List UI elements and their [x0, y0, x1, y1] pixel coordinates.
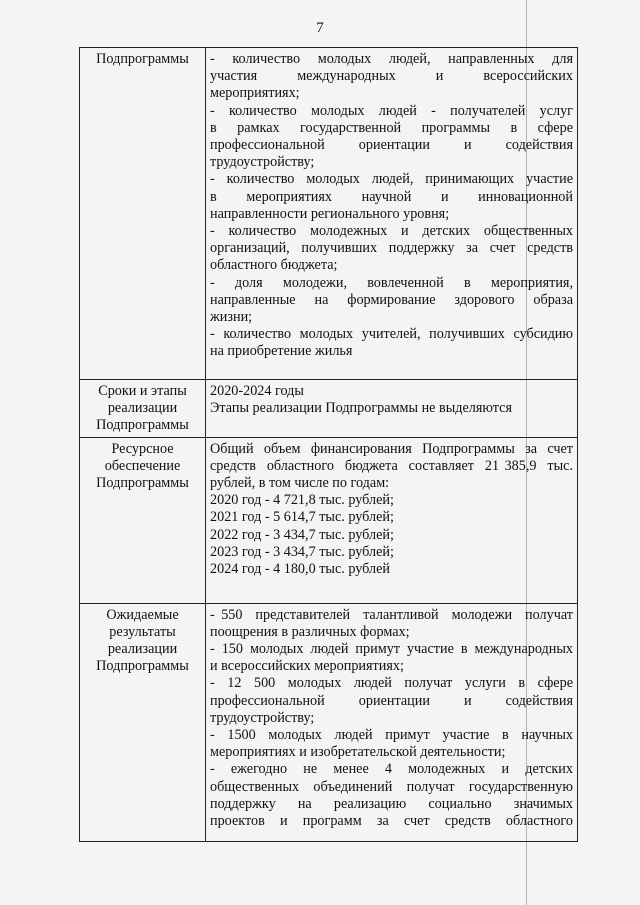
- row-expected-results: [80, 603, 578, 841]
- row-label-line: Подпрограммы: [96, 475, 189, 492]
- row-label-line: Ресурсное: [111, 440, 174, 457]
- content-line: мероприятиях;: [210, 85, 300, 102]
- content-line: - 1500 молодых людей примут участие в научных: [210, 727, 573, 744]
- content-line: проектов и программ за счет средств областного: [210, 813, 573, 830]
- content-line: участия международных и всероссийских: [210, 68, 573, 85]
- row-label-line: Сроки и этапы: [98, 383, 187, 399]
- content-line: областного бюджета;: [210, 257, 338, 274]
- content-line: - 550 представителей талантливой молодежи получат: [210, 606, 573, 623]
- row-content-cell: [206, 48, 578, 380]
- content-line: 2020 год - 4 721,8 тыс. рублей;: [210, 492, 394, 509]
- content-line: Этапы реализации Подпрограммы не выделяются: [210, 400, 512, 417]
- content-line: - количество молодых людей, принимающих участие: [210, 171, 573, 188]
- content-line: - количество молодых учителей, получивших субсидию: [210, 326, 573, 343]
- row-label-line: результаты: [109, 623, 176, 640]
- row-label-line: Подпрограммы: [96, 51, 189, 67]
- row-resource-provision: [80, 437, 578, 603]
- content-line: в мероприятиях научной и инновационной: [210, 188, 573, 205]
- content-line: средств областного бюджета составляет 21 385,9 тыс.: [210, 457, 573, 474]
- row-label-line: Ожидаемые: [106, 606, 179, 623]
- row-label-line: реализации: [107, 400, 178, 417]
- content-line: 2024 год - 4 180,0 тыс. рублей: [210, 561, 390, 578]
- content-line: Общий объем финансирования Подпрограммы за счет: [210, 440, 573, 457]
- content-line: организаций, получивших поддержку за счет средств: [210, 240, 573, 257]
- row-subprograms-indicators: [80, 48, 578, 380]
- row-label-cell: [80, 380, 206, 438]
- content-line: - доля молодежи, вовлеченной в мероприятия,: [210, 274, 573, 291]
- row-label-line: реализации: [107, 641, 178, 658]
- content-line: - 12 500 молодых людей получат услуги в сфере: [210, 675, 573, 692]
- content-line: на приобретение жилья: [210, 343, 353, 360]
- content-line: жизни;: [210, 309, 253, 326]
- row-content-cell: [206, 380, 578, 438]
- content-line: профессиональной ориентации и содействия: [210, 137, 573, 154]
- row-label-line: Подпрограммы: [96, 658, 189, 675]
- page-number: 7: [316, 20, 324, 36]
- content-line: направленности регионального уровня;: [210, 205, 450, 222]
- row-content-cell: [206, 437, 578, 603]
- row-label-line: обеспечение: [104, 457, 181, 474]
- content-line: мероприятиях и изобретательской деятельности;: [210, 744, 506, 761]
- content-line: - 150 молодых людей примут участие в международных: [210, 641, 573, 658]
- content-line: - количество молодых людей - получателей услуг: [210, 102, 573, 119]
- content-line: 2021 год - 5 614,7 тыс. рублей;: [210, 509, 394, 526]
- content-line: - ежегодно не менее 4 молодежных и детских: [210, 761, 573, 778]
- content-line: направленные на формирование здорового образа: [210, 291, 573, 308]
- content-line: общественных объединений получат государственную: [210, 778, 573, 795]
- row-label-cell: [80, 603, 206, 841]
- content-line: трудоустройству;: [210, 154, 315, 171]
- content-line: поддержку на реализацию социально значимых: [210, 795, 573, 812]
- content-line: 2023 год - 3 434,7 тыс. рублей;: [210, 543, 394, 560]
- content-line: 2022 год - 3 434,7 тыс. рублей;: [210, 526, 394, 543]
- content-line: 2020-2024 годы: [210, 383, 304, 399]
- content-line: профессиональной ориентации и содействия: [210, 692, 573, 709]
- content-line: - количество молодежных и детских общественных: [210, 223, 573, 240]
- row-label-cell: [80, 48, 206, 380]
- content-line: - количество молодых людей, направленных для: [210, 51, 573, 67]
- row-terms-stages: [80, 380, 578, 438]
- row-label-cell: [80, 437, 206, 603]
- content-line: и всероссийских мероприятиях;: [210, 658, 404, 675]
- row-content-cell: [206, 603, 578, 841]
- content-line: трудоустройству;: [210, 709, 315, 726]
- content-line: поощрения в различных формах;: [210, 623, 410, 640]
- content-line: рублей, в том числе по годам:: [210, 475, 390, 492]
- row-label-line: Подпрограммы: [96, 417, 189, 434]
- passport-table: [79, 47, 578, 842]
- content-line: в рамках государственной программы в сфере: [210, 119, 573, 136]
